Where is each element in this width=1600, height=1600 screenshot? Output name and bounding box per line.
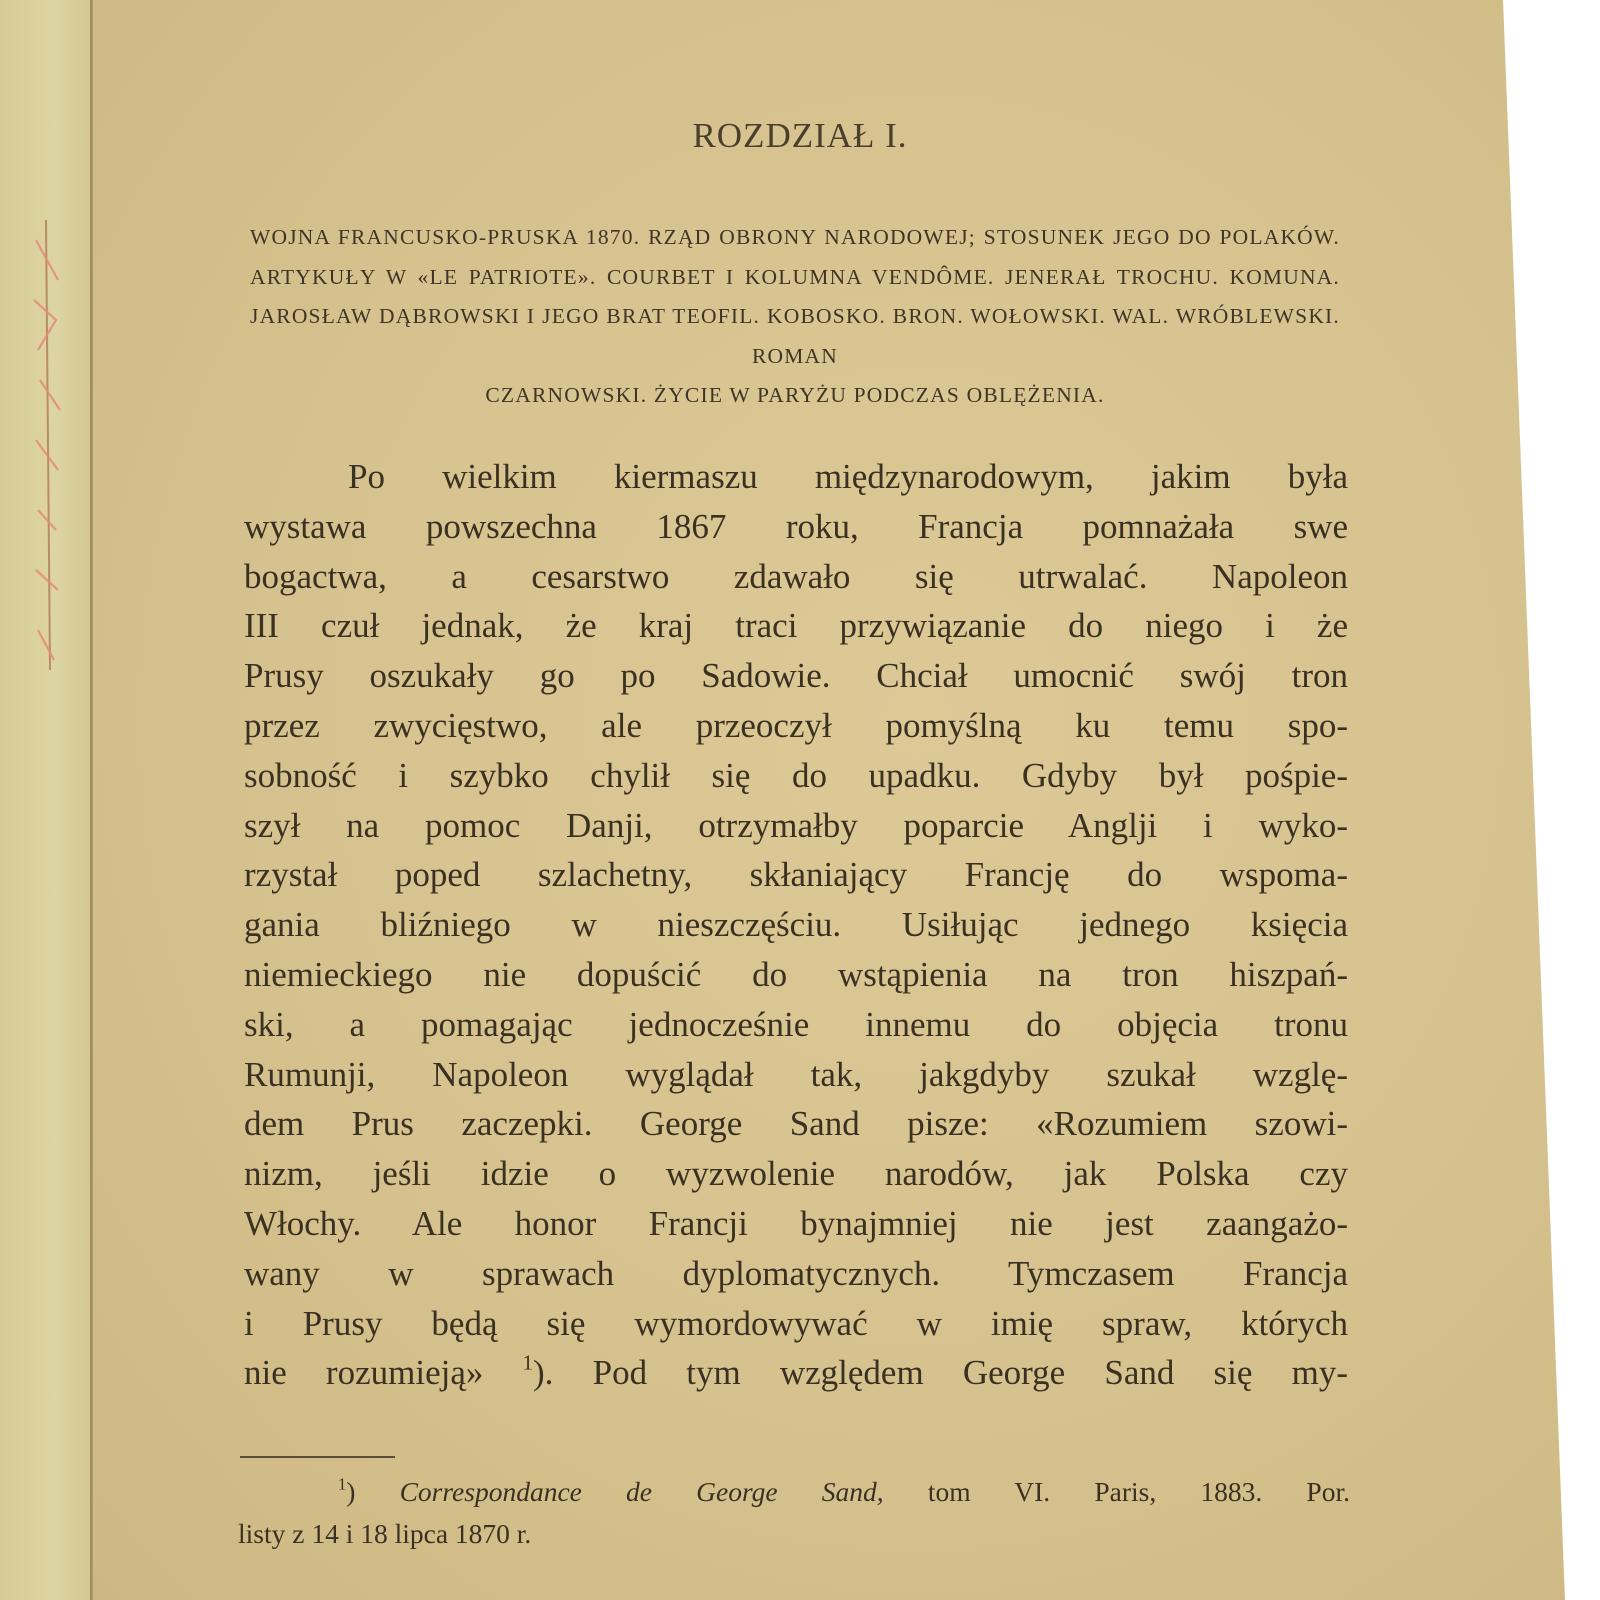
footnote-cited-title: Correspondance de George Sand, — [399, 1476, 884, 1507]
footnote-line — [238, 1471, 1350, 1513]
body-line: wany w sprawach dyplomatycznych. Tymczasem Francja — [244, 1253, 1348, 1293]
body-line: sobność i szybko chylił się do upadku. Gdyby był pośpie- — [244, 755, 1348, 795]
body-line: Po wielkim kiermaszu międzynarodowym, jakim była — [348, 457, 1348, 496]
body-line — [244, 1348, 1348, 1398]
body-line: bogactwa, a cesarstwo zdawało się utrwalać. Napoleon — [244, 556, 1348, 596]
footnote-reference[interactable]: 1 — [522, 1350, 534, 1375]
body-text: nie rozumieją» — [244, 1353, 523, 1393]
body-paragraph — [244, 452, 1348, 1398]
summary-line: CZARNOWSKI. ŻYCIE W PARYŻU PODCZAS OBLĘŻENIA. — [485, 383, 1105, 407]
body-line: nizm, jeśli idzie o wyzwolenie narodów, jak Polska czy — [244, 1154, 1348, 1194]
summary-line: JEGO DO POLAKÓW. ARTYKUŁY W «LE PATRIOTE». COURBET I KOLUMNA — [250, 225, 1340, 289]
body-line: Prusy oszukały go po Sadowie. Chciał umocnić swój tron — [244, 656, 1348, 696]
page-binding-line — [90, 0, 93, 1600]
chapter-title: ROZDZIAŁ I. — [692, 116, 908, 155]
body-line: niemieckiego nie dopuścić do wstąpienia na tron hiszpań- — [244, 954, 1348, 994]
footnote-marker-close: ) — [346, 1476, 400, 1507]
body-line: szył na pomoc Danji, otrzymałby poparcie Anglji i wyko- — [244, 805, 1348, 845]
pencil-annotation — [28, 210, 68, 680]
body-line: Rumunji, Napoleon wyglądał tak, jakgdyby szukał wzglę- — [244, 1054, 1348, 1094]
body-line: dem Prus zaczepki. George Sand pisze: «Rozumiem szowi- — [244, 1104, 1348, 1144]
footnote — [238, 1451, 1350, 1555]
footnote-marker: 1 — [338, 1474, 347, 1494]
body-line: Włochy. Ale honor Francji bynajmniej nie jest zaangażo- — [244, 1203, 1348, 1243]
body-line: III czuł jednak, że kraj traci przywiązanie do niego i że — [244, 606, 1348, 646]
chapter-summary — [250, 218, 1340, 416]
summary-line: VENDÔME. JENERAŁ TROCHU. KOMUNA. JAROSŁAW DĄBROWSKI I JEGO — [250, 264, 1341, 328]
previous-page-edge — [0, 0, 92, 1600]
body-line: ski, a pomagając jednocześnie innemu do objęcia tronu — [244, 1004, 1348, 1044]
body-line: gania bliźniego w nieszczęściu. Usiłując jednego księcia — [244, 905, 1348, 945]
summary-line: WOJNA FRANCUSKO-PRUSKA 1870. RZĄD OBRONY NARODOWEJ; STOSUNEK — [250, 225, 1106, 249]
summary-line: BRAT TEOFIL. KOBOSKO. BRON. WOŁOWSKI. WAL. WRÓBLEWSKI. ROMAN — [606, 304, 1340, 368]
footnote-line: listy z 14 i 18 lipca 1870 r. — [238, 1518, 532, 1549]
body-line: wystawa powszechna 1867 roku, Francja pomnażała swe — [244, 506, 1348, 546]
body-line: rzystał poped szlachetny, skłaniający Francję do wspoma- — [244, 855, 1348, 895]
body-line: przez zwycięstwo, ale przeoczył pomyślną ku temu spo- — [244, 705, 1348, 745]
body-line: i Prusy będą się wymordowywać w imię spraw, których — [244, 1303, 1348, 1343]
body-text: ). Pod tym względem George Sand się my- — [533, 1353, 1348, 1393]
footnote-text: tom VI. Paris, 1883. Por. — [883, 1476, 1350, 1507]
